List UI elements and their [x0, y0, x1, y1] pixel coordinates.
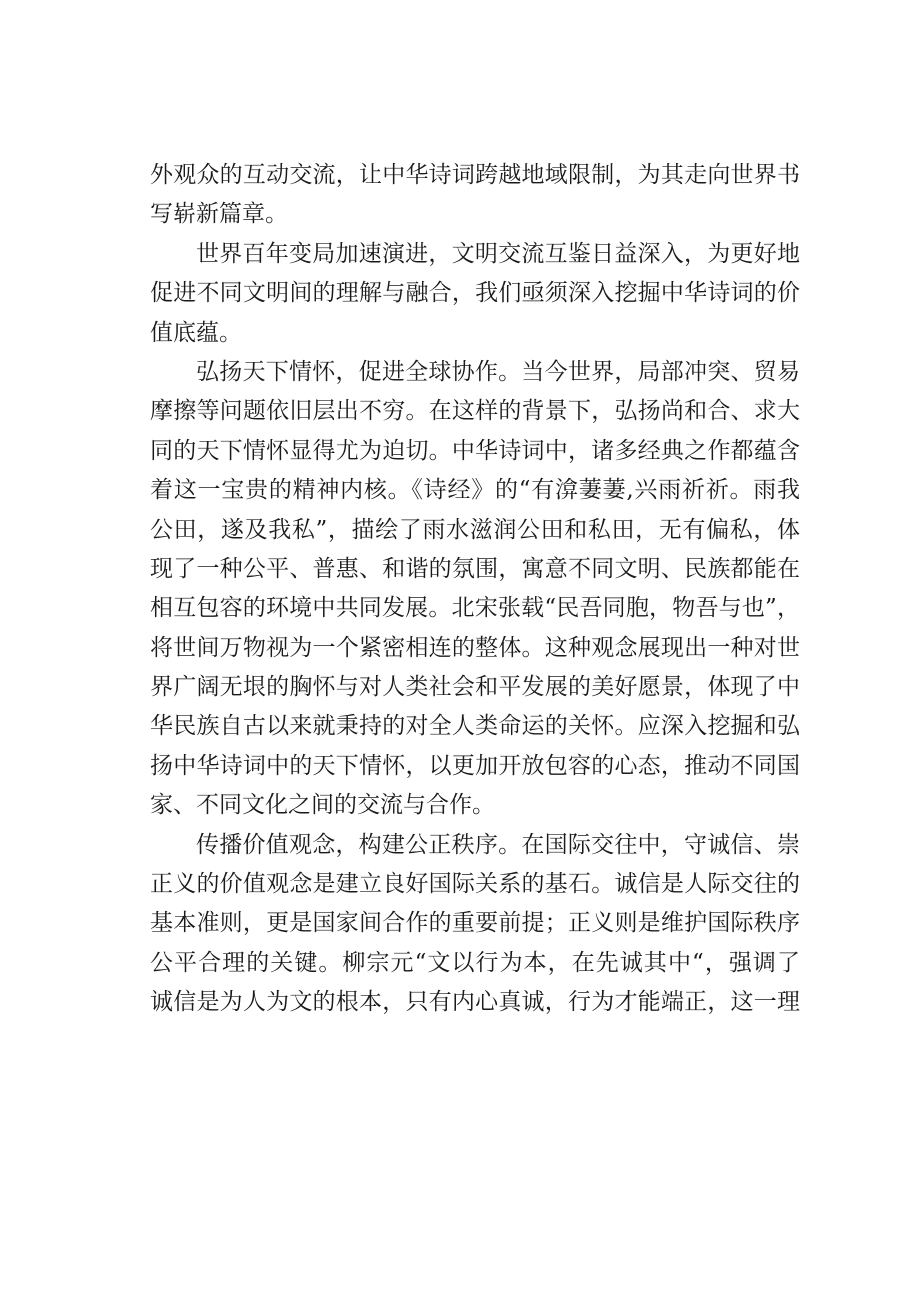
paragraph [150, 353, 800, 826]
text-line: 世界百年变局加速演进，文明交流互鉴日益深入，为更好地 [196, 240, 800, 267]
text-line: 传播价值观念，构建公正秩序。在国际交往中，守诚信、崇 [196, 831, 800, 858]
text-line: 写崭新篇章。 [150, 201, 288, 228]
text-line: 华民族自古以来就秉持的对全人类命运的关怀。应深入挖掘和弘 [150, 713, 800, 740]
text-line: 将世间万物视为一个紧密相连的整体。这种观念展现出一种对世 [150, 634, 800, 661]
text-line: 现了一种公平、普惠、和谐的氛围，寓意不同文明、民族都能在 [150, 555, 800, 582]
text-line: 值底蕴。 [150, 319, 242, 346]
text-line: 基本准则，更是国家间合作的重要前提；正义则是维护国际秩序 [150, 910, 800, 937]
text-line: 公田，遂及我私”，描绘了雨水滋润公田和私田，无有偏私，体 [150, 516, 800, 543]
text-line: 公平合理的关键。柳宗元“文以行为本，在先诚其中“，强调了 [150, 949, 800, 976]
text-line: 家、不同文化之间的交流与合作。 [150, 792, 495, 819]
text-line: 相互包容的环境中共同发展。北宋张载“民吾同胞，物吾与也”， [150, 595, 800, 622]
paragraph [150, 156, 800, 235]
text-line: 弘扬天下情怀，促进全球协作。当今世界，局部冲突、贸易 [196, 358, 800, 385]
paragraph [150, 826, 800, 1023]
paragraph [150, 235, 800, 353]
text-line: 同的天下情怀显得尤为迫切。中华诗词中，诸多经典之作都蕴含 [150, 437, 800, 464]
text-line: 正义的价值观念是建立良好国际关系的基石。诚信是人际交往的 [150, 871, 800, 898]
text-line: 促进不同文明间的理解与融合，我们亟须深入挖掘中华诗词的价 [150, 280, 800, 307]
text-line: 着这一宝贵的精神内核。《诗经》的“有渰萋萋,兴雨祈祈。雨我 [150, 477, 800, 504]
text-line: 外观众的互动交流，让中华诗词跨越地域限制，为其走向世界书 [150, 162, 800, 188]
text-line: 界广阔无垠的胸怀与对人类社会和平发展的美好愿景，体现了中 [150, 674, 800, 701]
document-body [150, 156, 800, 1023]
text-line: 诚信是为人为文的根本，只有内心真诚，行为才能端正，这一理 [150, 989, 800, 1016]
text-line: 摩擦等问题依旧层出不穷。在这样的背景下，弘扬尚和合、求大 [150, 398, 800, 425]
text-line: 扬中华诗词中的天下情怀，以更加开放包容的心态，推动不同国 [150, 752, 800, 779]
